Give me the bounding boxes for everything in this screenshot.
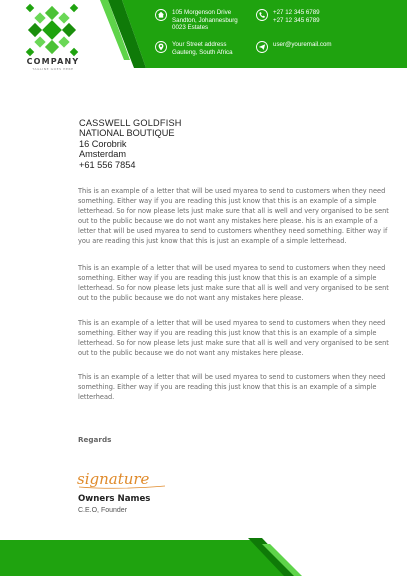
recipient-name: CASSWELL GOLDFISH	[79, 118, 182, 128]
email-address[interactable]: user@youremail.com	[273, 41, 332, 48]
owner-name: Owners Names	[78, 494, 151, 504]
recipient-street: 16 Corobrik	[79, 138, 127, 149]
footer-band-shape	[0, 538, 407, 576]
send-icon	[256, 41, 268, 53]
recipient-company: NATIONAL BOUTIQUE	[79, 128, 175, 139]
company-logo-icon	[22, 3, 82, 57]
body-paragraph-3: This is an example of a letter that will be used myarea to send to customers when they need something. Either way if you are reading this just know that this is an example of a simple letterhead. So for now please lets just make sure that all is well and very organised to be sent out to the public because we do not want any mistakes here please.	[78, 319, 389, 358]
footer-band	[0, 538, 407, 576]
phone-icon	[256, 9, 268, 21]
location-pin-icon	[155, 41, 167, 53]
recipient-city: Amsterdam	[79, 149, 126, 160]
company-name: COMPANY	[26, 57, 80, 66]
closing-regards: Regards	[78, 435, 112, 444]
body-paragraph-1: This is an example of a letter that will be used myarea to send to customers when they need something. Either way if you are reading this just know that this is an example of a simple letterhead. So for now please lets just make sure that all is well and very organised to be sent out to the public because we do not want any mistakes here please. his is an example of a letter that will be used myarea to send to customers whenthey need something. Either way if you are reading this just know that this is just an example of a simple letterhead.	[78, 187, 389, 246]
company-tagline: TAGLINE GOES HERE	[32, 67, 74, 71]
signature-text: signature	[77, 470, 150, 488]
body-paragraph-4: This is an example of a letter that will be used myarea to send to customers when they need something. Either way if you are reading this just know that this is an example of a simple letterhead.	[78, 373, 386, 402]
location-line-2: Gauteng, South Africa	[172, 48, 233, 56]
location-line-1: Your Street address	[172, 41, 227, 48]
address-line-2: Sandton, Johannesburg	[172, 16, 238, 24]
recipient-phone: +61 556 7854	[79, 159, 136, 170]
address-line-1: 105 Morgenson Drive	[172, 9, 232, 16]
signature-image	[77, 468, 169, 490]
phone-line-2[interactable]: +27 12 345 6789	[273, 16, 320, 24]
owner-role: C.E.O, Founder	[78, 507, 128, 514]
home-icon	[155, 9, 167, 21]
recipient-block	[79, 118, 182, 170]
body-paragraph-2: This is an example of a letter that will be used myarea to send to customers when they need something. Either way if you are reading this just know that this is an example of a simple letterhead. So for now please lets just make sure that all is well and very organised to be sent out to the public because we do not want any mistakes here please.	[78, 264, 389, 303]
address-line-3: 0023 Estates	[172, 24, 209, 32]
phone-line-1[interactable]: +27 12 345 6789	[273, 9, 320, 16]
